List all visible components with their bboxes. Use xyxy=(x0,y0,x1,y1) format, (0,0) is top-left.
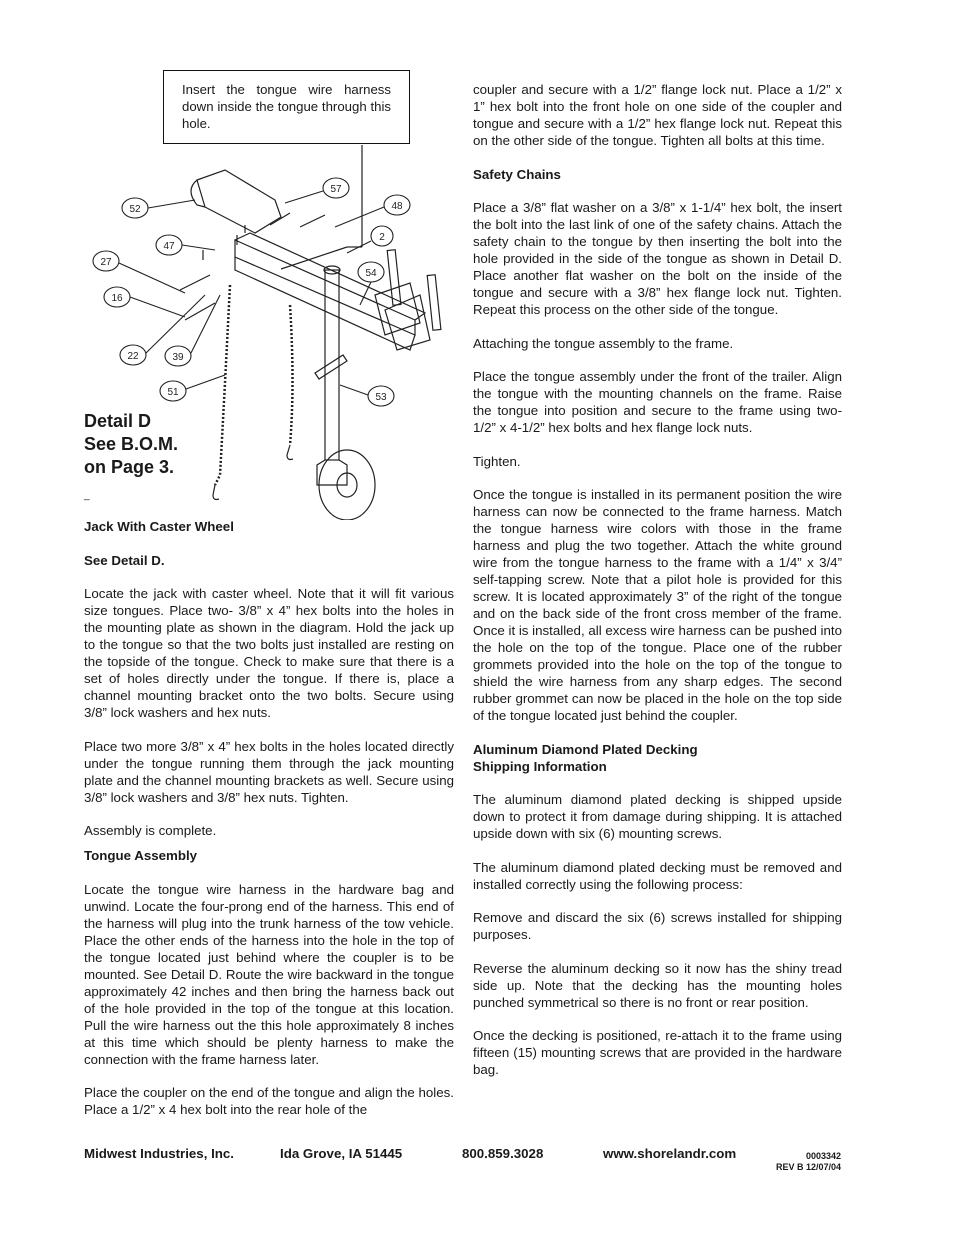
paragraph: coupler and secure with a 1/2” flange lock nut. Place a 1/2” x 1” hex bolt into the front hole on one side of the coupler and tongue and secure with a 1/2” hex flange lock nut. Repeat this on the other side of the tongue. Tighten all bolts at this time. xyxy=(473,82,842,148)
paragraph: Once the decking is positioned, re-attach it to the frame using fifteen (15) mounting screws that are provided in the hardware bag. xyxy=(473,1028,842,1077)
channel-bracket-2 xyxy=(427,275,441,331)
paragraph: Locate the tongue wire harness in the hardware bag and unwind. Locate the four-prong end of the harness. This end of the harness will plug into the trunk harness of the tow vehicle. Place the other ends of the harness into the hole in the top of the tongue located just behind where the coupler is to be mounted. See Detail D. Route the wire backward in the tongue approximately 42 inches and then bring the harness back out of the hole provided in the top of the tongue at this location. Pull the wire harness out the this hole approximately 8 inches at this time which should be plenty harness to make the connection with the frame harness later. xyxy=(84,881,454,1067)
part-label: 2 xyxy=(379,232,385,243)
paragraph: Tighten. xyxy=(473,453,521,469)
part-label: 27 xyxy=(100,257,112,268)
footer-city: Ida Grove, IA 51445 xyxy=(280,1146,403,1161)
paragraph: Assembly is complete. xyxy=(84,823,217,838)
paragraph: Remove and discard the six (6) screws installed for shipping purposes. xyxy=(473,910,842,942)
paragraph: Place a 3/8” flat washer on a 3/8” x 1-1/4” hex bolt, the insert the bolt into the last link of one of the safety chains. Attach the safety chain to the tongue by then inserting the bolt into the hole provided in the side of the tongue as shown in Detail D. Place another flat washer on the bolt on the inside of the tongue and secure with a 3/8” hex flange lock nut. Tighten. Repeat this process on the other side of the tongue. xyxy=(473,200,842,317)
paragraph: Place two more 3/8” x 4” hex bolts in the holes located directly under the tongue running them through the jack mounting plate and the channel mounting brackets as well. Secure using 3/8” lock washers and 3/8” hex nuts. Tighten. xyxy=(84,738,454,805)
right-column xyxy=(473,81,842,1095)
safety-chain-left xyxy=(215,285,230,485)
part-label: 51 xyxy=(167,387,179,398)
jack-heading: Jack With Caster Wheel xyxy=(84,519,234,534)
detail-line-2: See B.O.M. xyxy=(84,434,179,454)
detail-line-1: Detail D xyxy=(84,411,152,431)
part-label: 52 xyxy=(129,204,141,215)
callout-box: Insert the tongue wire harness down inside the tongue through this hole. xyxy=(163,70,410,144)
paragraph: Place the tongue assembly under the front of the trailer. Align the tongue with the mounting channels on the frame. Raise the tongue into position and secure to the frame using two- 1/2” x 4-1/2” hex bolts and hex flange lock nuts. xyxy=(473,369,842,435)
small-dash: _ xyxy=(84,490,90,501)
paragraph: The aluminum diamond plated decking must be removed and installed correctly using the following process: xyxy=(473,859,842,892)
jack-handle xyxy=(315,355,347,379)
part-label: 22 xyxy=(127,351,139,362)
footer-company: Midwest Industries, Inc. xyxy=(84,1146,234,1161)
revision-label: REV B 12/07/04 xyxy=(775,1162,841,1172)
footer-phone: 800.859.3028 xyxy=(462,1146,544,1161)
footer-website: www.shorelandr.com xyxy=(603,1146,737,1161)
paragraph: Attaching the tongue assembly to the frame. xyxy=(473,335,734,351)
left-column xyxy=(84,518,454,1135)
paragraph: Locate the jack with caster wheel. Note that it will fit various size tongues. Place two- 3/8” x 4” hex bolts into the holes in the mounting plate as shown in the diagram. Hold the jack up to the tongue so that the two bolts just installed are resting on the topside of the tongue. Check to make sure that there is a set of holes directly under the tongue. If there is, place a channel mounting bracket onto the two bolts. Secure using 3/8” lock washers and hex nuts. xyxy=(84,586,454,720)
see-detail-heading: See Detail D. xyxy=(84,552,165,568)
harness-hole-leader xyxy=(281,247,347,269)
part-label-numbers xyxy=(100,184,403,403)
part-label: 53 xyxy=(375,392,387,403)
tongue-heading: Tongue Assembly xyxy=(84,848,198,863)
part-label: 48 xyxy=(391,201,403,212)
paragraph: Reverse the aluminum decking so it now has the shiny tread side up. Note that the decking has the mounting holes punched symmetrical so there is no front or rear position. xyxy=(473,960,842,1010)
shipping-info-heading: Shipping Information xyxy=(473,758,607,774)
coupler-shape xyxy=(197,170,281,233)
part-label: 54 xyxy=(365,268,377,279)
part-label: 47 xyxy=(163,241,175,252)
detail-d-caption xyxy=(84,410,178,479)
paragraph: Once the tongue is installed in its permanent position the wire harness can now be connected to the frame harness. Match the tongue harness wire colors with those in the frame harness and plug the two together. Attach the white ground wire from the tongue harness to the frame with a 1/4” x 3/4” self-tapping screw. Note that a pilot hole is provided for this screw. It is located approximately 3” of the right of the tongue and on the back side of the front cross member of the frame. Once it is installed, all excess wire harness can be pushed into the hole on the top of the tongue. Place one of the rubber grommets provided into the hole on the top of the tongue to shield the wire harness from any sharp edges. The second rubber grommet can now be placed in the hole on the top side of the tongue located just behind the coupler. xyxy=(473,487,842,723)
document-number: 0003342 xyxy=(805,1151,841,1161)
paragraph: Place the coupler on the end of the tongue and align the holes. Place a 1/2” x 4 hex bolt into the rear hole of the xyxy=(84,1085,454,1117)
safety-chain-right xyxy=(290,305,293,445)
detail-line-3: on Page 3. xyxy=(84,457,175,477)
part-label: 39 xyxy=(172,352,184,363)
paragraph: The aluminum diamond plated decking is shipped upside down to protect it from damage during shipping. It is attached upside down with six (6) mounting screws. xyxy=(473,792,842,841)
part-label: 57 xyxy=(330,184,342,195)
decking-heading: Aluminum Diamond Plated Decking xyxy=(473,741,698,757)
safety-chains-heading: Safety Chains xyxy=(473,166,561,182)
part-label: 16 xyxy=(111,293,123,304)
